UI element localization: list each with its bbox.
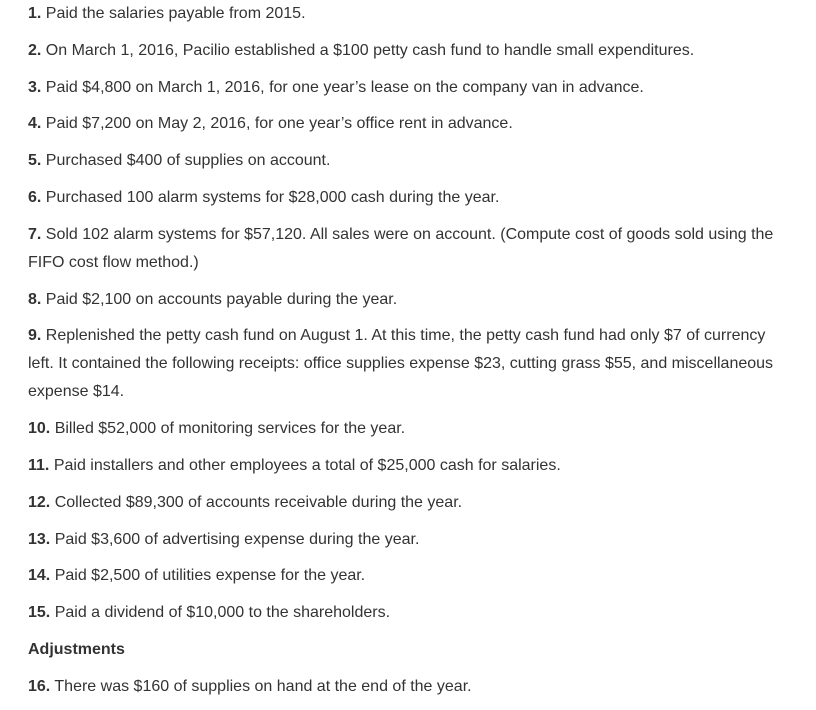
list-item xyxy=(28,452,788,480)
item-text: Paid a dividend of $10,000 to the shareholders. xyxy=(54,604,391,622)
list-item xyxy=(28,110,788,138)
list-item xyxy=(28,74,788,102)
item-text: Paid $4,800 on March 1, 2016, for one year’s lease on the company van in advance. xyxy=(45,78,644,96)
item-text: Sold 102 alarm systems for $57,120. All sales were on account. (Compute cost of goods sold using the FIFO cost flow method.) xyxy=(28,225,774,271)
item-text: Paid $2,100 on accounts payable during the year. xyxy=(45,290,398,308)
item-number: 4. xyxy=(28,115,42,133)
item-number: 1. xyxy=(28,5,42,22)
item-number: 2. xyxy=(28,41,42,59)
item-text: Paid $2,500 of utilities expense for the year. xyxy=(54,567,366,585)
item-number: 10. xyxy=(28,420,51,438)
item-text: Paid the salaries payable from 2015. xyxy=(45,5,306,22)
list-item xyxy=(28,415,788,443)
item-text: Purchased 100 alarm systems for $28,000 cash during the year. xyxy=(45,188,500,206)
item-text: On March 1, 2016, Pacilio established a $100 petty cash fund to handle small expenditures. xyxy=(45,41,695,59)
item-number: 15. xyxy=(28,604,51,622)
list-item xyxy=(28,37,788,65)
item-number: 14. xyxy=(28,567,51,585)
item-number: 9. xyxy=(28,327,42,345)
item-text: Paid $7,200 on May 2, 2016, for one year’s office rent in advance. xyxy=(45,115,513,133)
item-number: 11. xyxy=(28,456,50,474)
item-number: 6. xyxy=(28,188,42,206)
item-number: 16. xyxy=(28,677,51,695)
list-item xyxy=(28,599,788,627)
list-item xyxy=(28,322,788,406)
list-item xyxy=(28,221,788,277)
adjustments-heading: Adjustments xyxy=(28,640,125,658)
item-number: 8. xyxy=(28,290,42,308)
item-number: 5. xyxy=(28,152,42,170)
list-item xyxy=(28,673,788,701)
item-text: Paid installers and other employees a total of $25,000 cash for salaries. xyxy=(53,456,561,474)
list-item xyxy=(28,184,788,212)
item-number: 13. xyxy=(28,530,51,548)
item-text: Purchased $400 of supplies on account. xyxy=(45,152,331,170)
list-item xyxy=(28,562,788,590)
item-number: 7. xyxy=(28,225,42,243)
item-text: Paid $3,600 of advertising expense during the year. xyxy=(54,530,420,548)
item-text: There was $160 of supplies on hand at the end of the year. xyxy=(54,677,472,695)
list-item xyxy=(28,489,788,517)
list-item xyxy=(28,286,788,314)
item-number: 3. xyxy=(28,78,42,96)
list-item xyxy=(28,526,788,554)
list-item xyxy=(28,0,788,28)
transaction-list xyxy=(28,0,788,710)
item-text: Replenished the petty cash fund on August 1. At this time, the petty cash fund had only $7 of currency left. It contained the following receipts: office supplies expense $23, cutting grass $55, and miscellaneous expense $14. xyxy=(28,327,774,401)
item-text: Billed $52,000 of monitoring services for the year. xyxy=(54,420,406,438)
item-text: Collected $89,300 of accounts receivable during the year. xyxy=(54,493,463,511)
item-number: 12. xyxy=(28,493,51,511)
list-item xyxy=(28,147,788,175)
